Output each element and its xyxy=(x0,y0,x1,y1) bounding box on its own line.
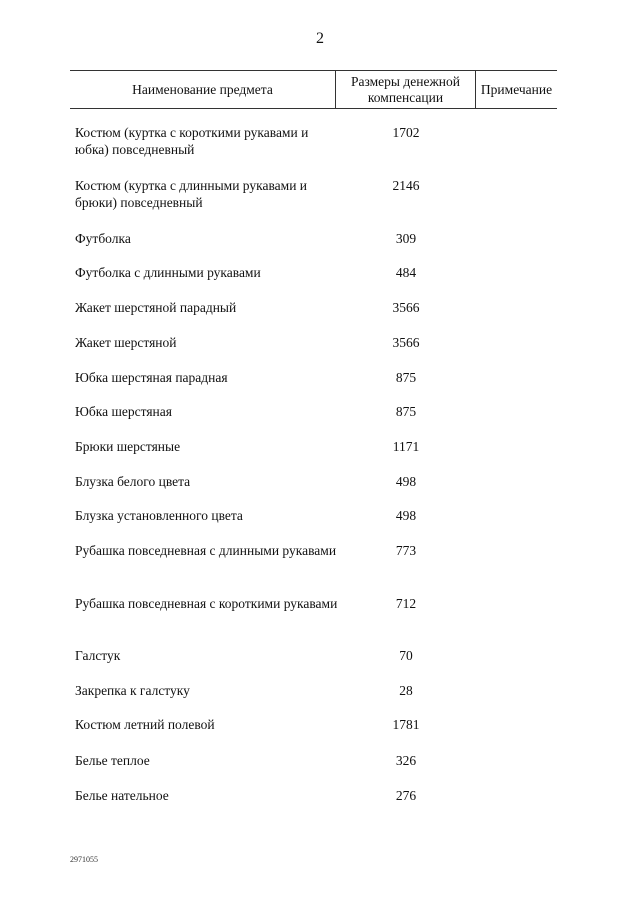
item-compensation: 875 xyxy=(395,404,417,419)
item-name: Белье теплое xyxy=(75,753,150,768)
item-name: Жакет шерстяной xyxy=(75,335,177,350)
item-compensation: 712 xyxy=(395,596,417,611)
item-name: Закрепка к галстуку xyxy=(75,683,190,698)
item-name: Рубашка повседневная с короткими рукавами xyxy=(75,596,338,611)
item-compensation: 3566 xyxy=(392,335,420,350)
document-id: 2971055 xyxy=(70,855,98,864)
item-name: Блузка белого цвета xyxy=(75,474,191,489)
item-name: Брюки шерстяные xyxy=(75,439,181,454)
item-compensation: 498 xyxy=(395,474,417,489)
item-compensation: 1171 xyxy=(392,439,420,454)
item-compensation: 1702 xyxy=(392,125,420,140)
item-name: Костюм (куртка с длинными рукавами и брюки) повседневный xyxy=(75,178,308,210)
item-name: Костюм летний полевой xyxy=(75,717,215,732)
item-compensation: 875 xyxy=(395,370,417,385)
header-compensation: Размеры денежной компенсации xyxy=(336,71,476,108)
item-compensation: 1781 xyxy=(392,717,420,732)
item-name: Юбка шерстяная xyxy=(75,404,172,419)
item-compensation: 309 xyxy=(395,231,417,246)
header-item-name: Наименование предмета xyxy=(70,71,336,108)
table-header xyxy=(70,70,557,109)
item-name: Футболка с длинными рукавами xyxy=(75,265,261,280)
item-compensation: 3566 xyxy=(392,300,420,315)
item-name: Галстук xyxy=(75,648,121,663)
item-name: Жакет шерстяной парадный xyxy=(75,300,237,315)
item-compensation: 498 xyxy=(395,508,417,523)
item-compensation: 2146 xyxy=(392,178,420,193)
item-name: Рубашка повседневная с длинными рукавами xyxy=(75,543,337,558)
item-compensation: 773 xyxy=(395,543,417,558)
item-name: Костюм (куртка с короткими рукавами и юбка) повседневный xyxy=(75,125,309,157)
item-name: Блузка установленного цвета xyxy=(75,508,243,523)
item-compensation: 28 xyxy=(399,683,413,698)
item-compensation: 70 xyxy=(399,648,413,663)
header-note: Примечание xyxy=(480,81,553,97)
item-name: Юбка шерстяная парадная xyxy=(75,370,228,385)
page-number: 2 xyxy=(316,30,324,47)
item-compensation: 484 xyxy=(395,265,417,280)
item-compensation: 326 xyxy=(395,753,417,768)
item-name: Футболка xyxy=(75,231,131,246)
item-compensation: 276 xyxy=(395,788,417,803)
item-name: Белье нательное xyxy=(75,788,169,803)
